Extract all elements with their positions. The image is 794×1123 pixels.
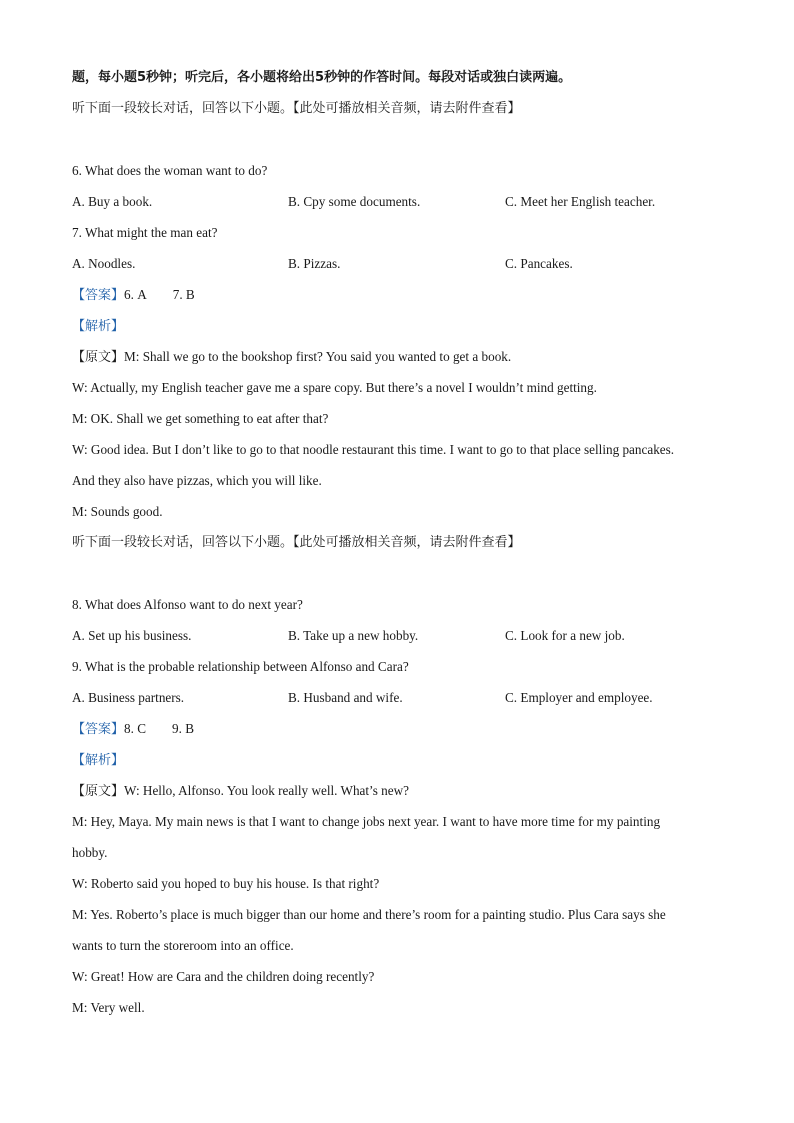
section-1: [72, 93, 722, 527]
question-options: [72, 248, 722, 279]
transcript-line: M: Sounds good.: [72, 504, 163, 519]
section-intro: 听下面一段较长对话，回答以下小题。【此处可播放相关音频，请去附件查看】: [72, 101, 521, 116]
option-c: C. Look for a new job.: [505, 628, 625, 643]
analysis-line: [72, 744, 722, 775]
transcript-line: hobby.: [72, 845, 108, 860]
section-intro: 听下面一段较长对话，回答以下小题。【此处可播放相关音频，请去附件查看】: [72, 535, 521, 550]
transcript-line: W: Actually, my English teacher gave me a spare copy. But there’s a novel I wouldn’t mind getting.: [72, 380, 597, 395]
transcript-line: M: Yes. Roberto’s place is much bigger than our home and there’s room for a painting studio. Plus Cara says she: [72, 907, 666, 922]
option-a: A. Noodles.: [72, 256, 136, 271]
transcript-line: W: Great! How are Cara and the children doing recently?: [72, 969, 375, 984]
option-b: B. Pizzas.: [288, 256, 341, 271]
option-b: B. Cpy some documents.: [288, 194, 421, 209]
question-stem: 6. What does the woman want to do?: [72, 163, 268, 178]
answer-value: 9. B: [172, 721, 194, 736]
answer-value: 7. B: [172, 287, 195, 302]
transcript-line: M: OK. Shall we get something to eat after that?: [72, 411, 329, 426]
transcript-line: [72, 775, 722, 806]
analysis-line: [72, 310, 722, 341]
question-options: [72, 186, 722, 217]
original-tag: 【原文】: [72, 784, 125, 799]
transcript-line: M: Hey, Maya. My main news is that I want to change jobs next year. I want to have more time for my painting: [72, 814, 661, 829]
transcript-line: And they also have pizzas, which you will like.: [72, 473, 322, 488]
option-c: C. Employer and employee.: [505, 690, 653, 705]
option-b: B. Take up a new hobby.: [288, 628, 419, 643]
answer-tag: 【答案】: [72, 288, 125, 303]
option-c: C. Pancakes.: [505, 256, 573, 271]
transcript-line: wants to turn the storeroom into an office.: [72, 938, 294, 953]
transcript-text: M: Shall we go to the bookshop first? You said you wanted to get a book.: [124, 349, 512, 364]
transcript-text: W: Hello, Alfonso. You look really well. What’s new?: [124, 783, 409, 798]
transcript-line: [72, 341, 722, 372]
option-c: C. Meet her English teacher.: [505, 194, 656, 209]
question-options: [72, 620, 722, 651]
question-stem: 9. What is the probable relationship between Alfonso and Cara?: [72, 659, 409, 674]
analysis-tag: 【解析】: [72, 753, 125, 768]
document-page: [72, 62, 722, 1023]
question-stem: 7. What might the man eat?: [72, 225, 218, 240]
transcript-line: W: Roberto said you hoped to buy his house. Is that right?: [72, 876, 380, 891]
section-2: [72, 527, 722, 1023]
original-tag: 【原文】: [72, 350, 125, 365]
option-a: A. Business partners.: [72, 690, 185, 705]
instruction-line: 题，每小题5秒钟；听完后，各小题将给出5秒钟的作答时间。每段对话或独白读两遍。: [72, 70, 572, 85]
answer-tag: 【答案】: [72, 722, 125, 737]
option-a: A. Buy a book.: [72, 194, 153, 209]
transcript-line: M: Very well.: [72, 1000, 145, 1015]
analysis-tag: 【解析】: [72, 319, 125, 334]
question-options: [72, 682, 722, 713]
option-b: B. Husband and wife.: [288, 690, 403, 705]
answer-value: 6. A: [124, 287, 147, 302]
option-a: A. Set up his business.: [72, 628, 192, 643]
question-stem: 8. What does Alfonso want to do next year?: [72, 597, 303, 612]
answer-line: [72, 713, 722, 744]
answer-value: 8. C: [124, 721, 146, 736]
transcript-line: W: Good idea. But I don’t like to go to that noodle restaurant this time. I want to go to that place selling pancakes.: [72, 442, 675, 457]
answer-line: [72, 279, 722, 310]
